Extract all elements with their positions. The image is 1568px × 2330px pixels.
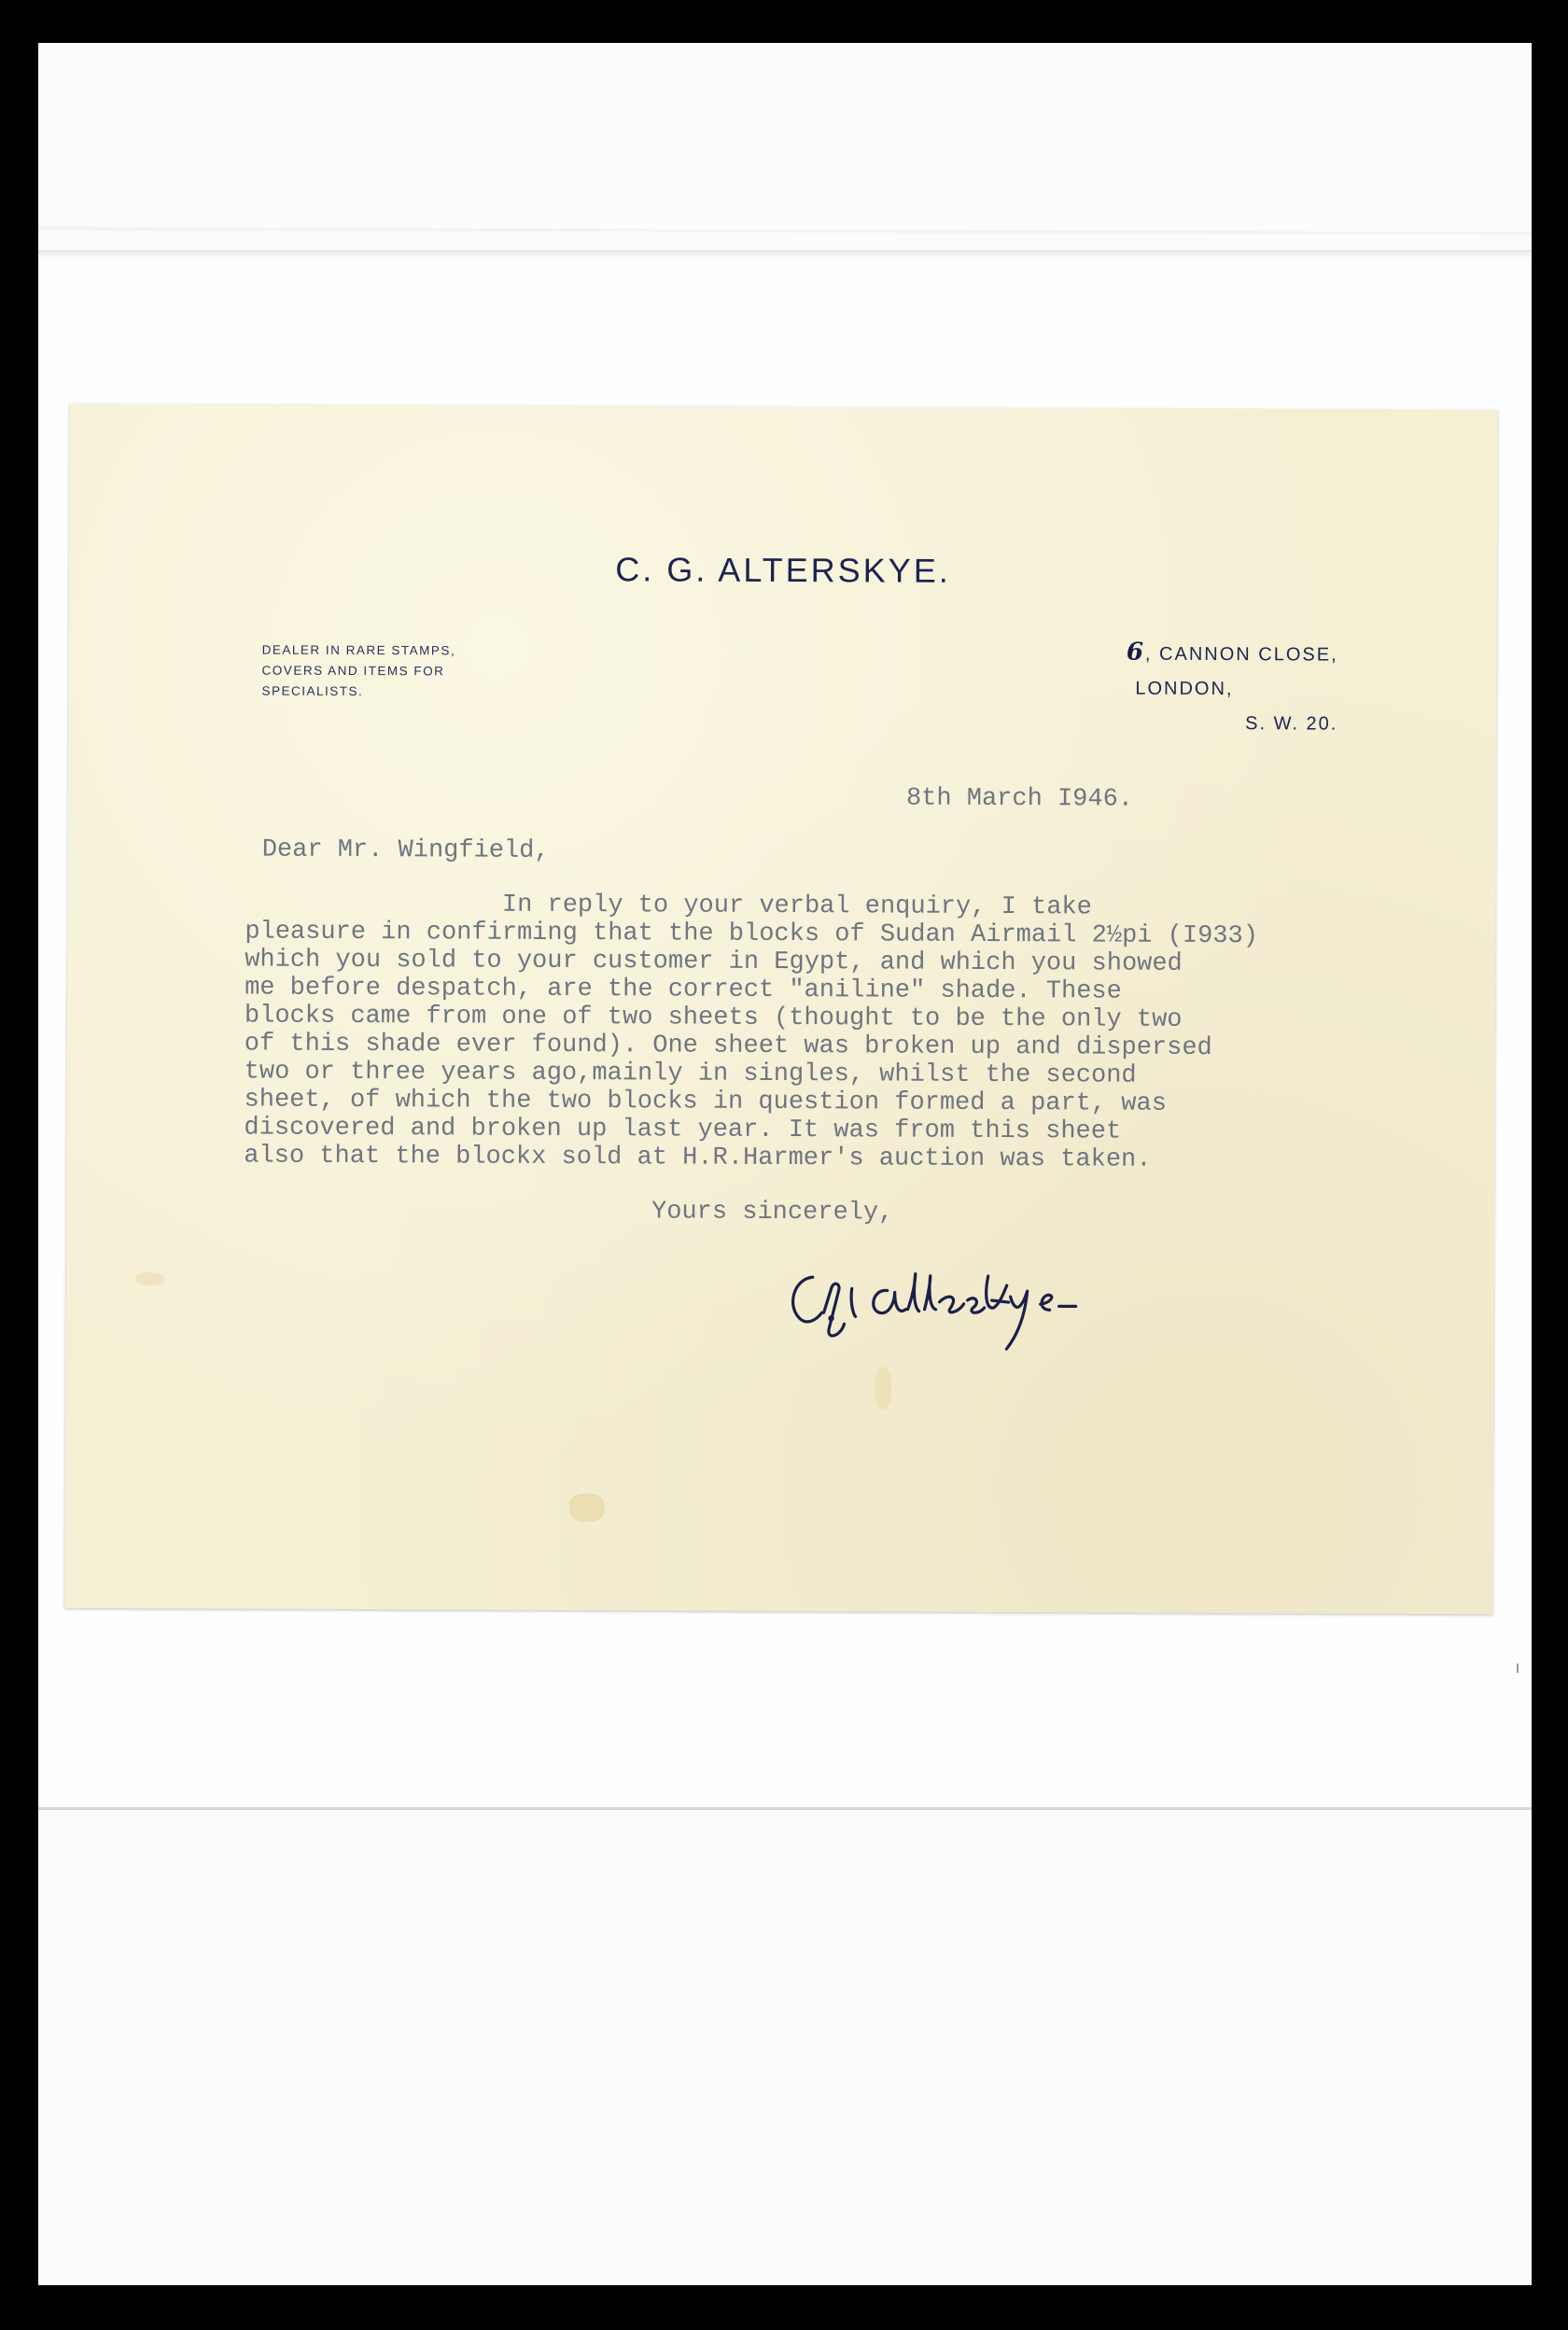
letterhead-name: C. G. ALTERSKYE. [615, 550, 951, 590]
address-street-line [1127, 636, 1338, 673]
salutation: Dear Mr. Wingfield, [261, 835, 550, 865]
body-line: which you sold to your customer in Egypt, and which you showed [245, 946, 1183, 978]
paper-stain [875, 1367, 891, 1409]
album-hole-mark [1517, 1663, 1519, 1673]
closing: Yours sincerely, [651, 1198, 894, 1228]
body-line: of this shade ever found). One sheet was broken up and dispersed [244, 1030, 1212, 1063]
dealer-description [261, 640, 455, 703]
body-line: pleasure in confirming that the blocks of Sudan Airmail 2½pi (I933) [245, 918, 1258, 951]
album-page [38, 43, 1532, 2285]
paper-stain [136, 1272, 164, 1285]
body-line: blocks came from one of two sheets (thought to be the only two [244, 1002, 1183, 1034]
house-number: 6 [1126, 638, 1146, 667]
body-line: sheet, of which the two blocks in question formed a part, was [244, 1086, 1168, 1118]
sender-address [1126, 636, 1337, 742]
letter-sheet [64, 404, 1498, 1615]
dealer-line: SPECIALISTS. [261, 683, 364, 699]
sleeve-edge-line [38, 227, 1532, 236]
body-line: two or three years ago,mainly in singles, whilst the second [244, 1058, 1137, 1090]
dealer-line: DEALER IN RARE STAMPS, [261, 642, 456, 658]
address-city: LONDON, [1135, 678, 1234, 700]
address-district: S. W. 20. [1245, 713, 1338, 735]
letter-date: 8th March I946. [905, 784, 1134, 814]
body-line: In reply to your verbal enquiry, I take [245, 890, 1092, 922]
body-line: discovered and broken up last year. It was from this sheet [244, 1114, 1122, 1146]
paper-stain [569, 1494, 605, 1522]
body-line: me before despatch, are the correct "aniline" shade. These [245, 974, 1122, 1006]
body-line: also that the blockx sold at H.R.Harmer's auction was taken. [244, 1142, 1152, 1174]
address-street: , CANNON CLOSE, [1144, 643, 1338, 666]
letter-body [244, 890, 1258, 1174]
dealer-line: COVERS AND ITEMS FOR [261, 663, 445, 679]
handwritten-signature [775, 1247, 1130, 1361]
